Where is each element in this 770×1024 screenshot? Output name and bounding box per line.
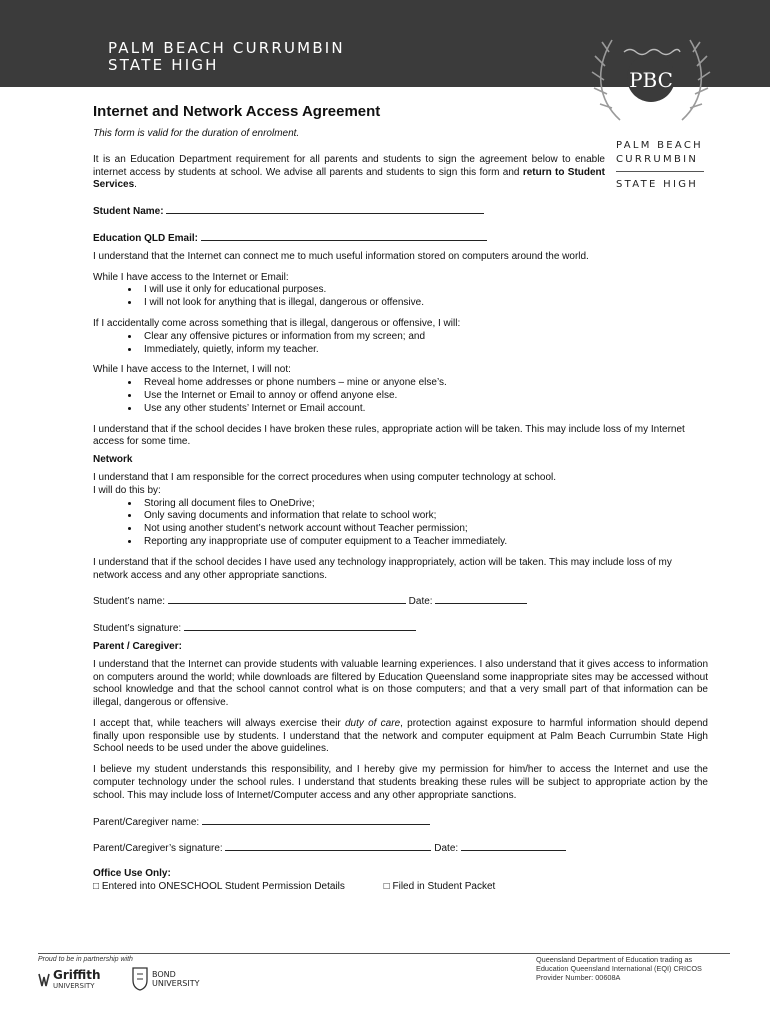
list-item: • Not using another student’s network account without Teacher permission;	[140, 523, 708, 536]
griffith-subtext: UNIVERSITY	[53, 982, 95, 990]
parent-date-line[interactable]	[461, 841, 566, 851]
bond-subtext: UNIVERSITY	[152, 979, 200, 988]
email-line[interactable]	[201, 231, 487, 241]
network-heading: Network	[93, 454, 133, 466]
list-item: • Use any other students’ Internet or Email account.	[140, 403, 708, 416]
network-responsible: I understand that I am responsible for the correct procedures when using computer technology at school.	[93, 471, 557, 483]
understand-internet: I understand that the Internet can connect me to much useful information stored on computers around the world.	[93, 250, 589, 262]
parent-signature-line[interactable]	[225, 841, 431, 851]
list-item: • Immediately, quietly, inform my teacher.	[140, 344, 708, 357]
list-item: • Reporting any inappropriate use of computer equipment to a Teacher immediately.	[140, 536, 708, 549]
parent-paragraph-2: I accept that, while teachers will always exercise their duty of care, protection against exposure to harmful information should depend finally upon responsible use by students. I understand that the network and computer equipment at Palm Beach Currumbin State High School needs to be used under the above guidelines.	[93, 717, 708, 755]
accidental-list	[93, 331, 708, 357]
student-name-date-field: Student’s name: Date:	[93, 594, 708, 609]
griffith-mark-icon	[39, 974, 49, 986]
student-signature-line[interactable]	[184, 621, 416, 631]
packet-checkbox[interactable]: □ Filed in Student Packet	[383, 881, 496, 893]
partnership-note: Proud to be in partnership with	[38, 956, 133, 963]
office-checkboxes	[93, 881, 708, 894]
school-crest-logo	[590, 30, 712, 128]
parent-signature-date-field: Parent/Caregiver’s signature: Date:	[93, 841, 708, 856]
footer-divider	[38, 953, 730, 954]
parent-heading: Parent / Caregiver:	[93, 640, 182, 652]
list-item: • Clear any offensive pictures or information from my screen; and	[140, 331, 708, 344]
validity-note: This form is valid for the duration of enrolment.	[93, 128, 300, 139]
will-not-list	[93, 377, 708, 415]
list-item: • I will not look for anything that is illegal, dangerous or offensive.	[140, 297, 708, 310]
network-will-do-intro: I will do this by:	[93, 484, 161, 496]
list-item: • Only saving documents and information that relate to school work;	[140, 510, 708, 523]
student-name-line[interactable]	[166, 204, 484, 214]
agreement-body	[93, 128, 708, 894]
logo-monogram: PBC	[629, 68, 673, 92]
network-inappropriate-paragraph: I understand that if the school decides I have used any technology inappropriately, action will be taken. This may include loss of my network access and any other appropriate sanctions.	[93, 556, 672, 581]
parent-paragraph-3: I believe my student understands this responsibility, and I hereby give my permission for him/her to access the Internet and use the computer technology under the school rules. I understand that students breaking these rules will be subject to appropriate action by the school. This may include loss of Internet/Computer access and any other appropriate sanctions.	[93, 764, 708, 801]
student-date-line[interactable]	[435, 594, 527, 604]
office-heading: Office Use Only:	[93, 868, 171, 880]
griffith-university-logo	[38, 966, 118, 990]
bond-wordmark: BOND	[152, 970, 176, 979]
list-item: • Reveal home addresses or phone numbers – mine or anyone else’s.	[140, 377, 708, 390]
griffith-wordmark: Griffith	[53, 968, 101, 982]
list-item: • I will use it only for educational purposes.	[140, 284, 708, 297]
requirement-paragraph: It is an Education Department requirement for all parents and students to sign the agreement below to enable internet access by students at school. We advise all parents and students to sign this form and return to Student Services.	[93, 153, 605, 191]
broken-rules-paragraph: I understand that if the school decides I have broken these rules, appropriate action will be taken. This may include loss of my Internet access for some time.	[93, 423, 685, 448]
page-title: Internet and Network Access Agreement	[93, 103, 381, 120]
while-access-intro: While I have access to the Internet or Email:	[93, 271, 289, 283]
student-signature-field: Student’s signature:	[93, 621, 708, 636]
student-name-field: Student Name:	[93, 204, 708, 219]
email-field: Education QLD Email:	[93, 231, 708, 246]
parent-name-line[interactable]	[202, 815, 430, 825]
parent-paragraph-1: I understand that the Internet can provide students with valuable learning experiences. I also understand that it gives access to information on computers around the world; while downloads are filtered by Education Queensland some inappropriate sites may be accessed without school knowledge and that the school cannot control what is on those computers; and that a very small part of that information can be illegal, dangerous or offensive.	[93, 658, 708, 709]
parent-name-field: Parent/Caregiver name:	[93, 815, 708, 830]
will-not-intro: While I have access to the Internet, I will not:	[93, 364, 291, 376]
bond-university-logo	[130, 964, 205, 992]
cricos-notice: Queensland Department of Education trading as Education Queensland International (EQI) CRICOS Provider Number: 00608A	[536, 955, 702, 982]
oneschool-checkbox[interactable]: □ Entered into ONESCHOOL Student Permission Details	[93, 881, 345, 893]
list-item: • Use the Internet or Email to annoy or offend anyone else.	[140, 390, 708, 403]
student-name-sign-line[interactable]	[168, 594, 406, 604]
list-item: • Storing all document files to OneDrive;	[140, 498, 708, 511]
school-name: PALM BEACH CURRUMBIN STATE HIGH	[108, 39, 345, 74]
accidental-intro: If I accidentally come across something that is illegal, dangerous or offensive, I will:	[93, 317, 461, 329]
while-access-list	[93, 284, 708, 310]
logo-wordmark: PALM BEACH CURRUMBIN STATE HIGH	[616, 140, 703, 190]
network-list	[93, 498, 708, 549]
